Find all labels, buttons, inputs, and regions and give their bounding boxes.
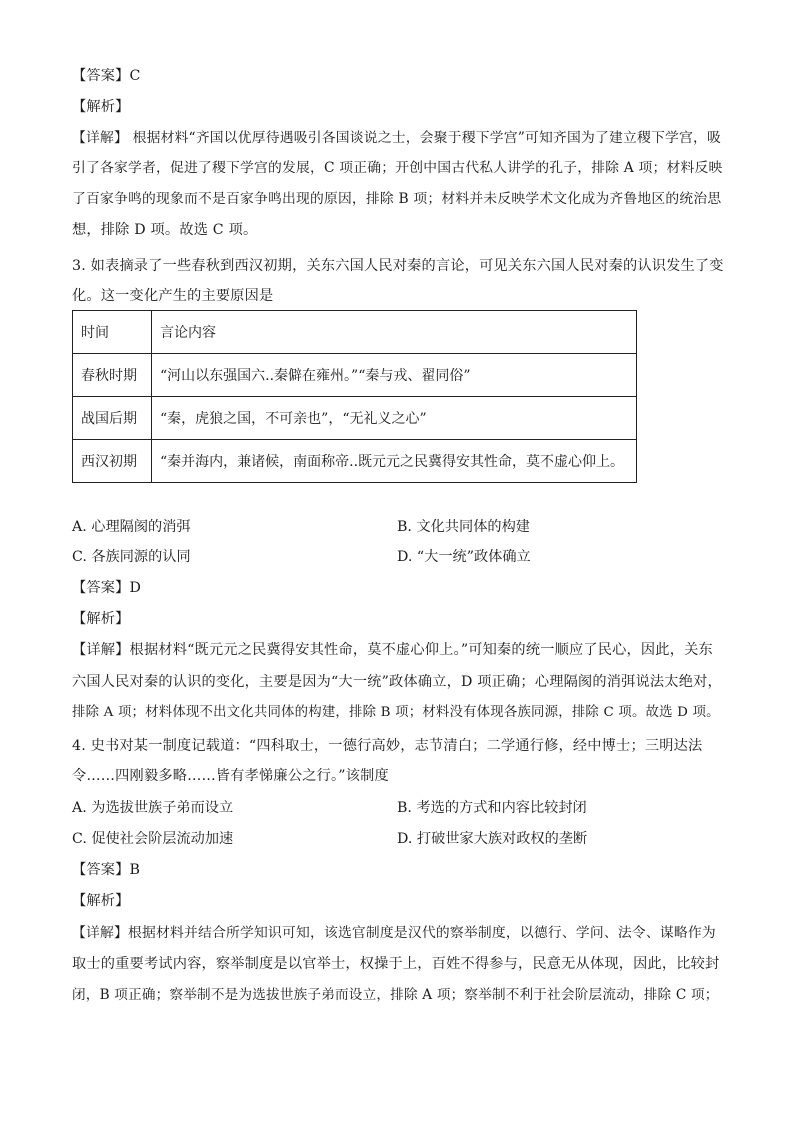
table-cell-quote: “秦，虎狼之国，不可亲也”，“无礼义之心” xyxy=(152,397,637,440)
source-table xyxy=(72,310,637,483)
table-cell-quote: “河山以东强国六..秦僻在雍州。”“秦与戎、翟同俗” xyxy=(152,354,637,397)
table-header-cell: 言论内容 xyxy=(152,311,637,354)
table-row xyxy=(73,440,637,483)
table-cell-period: 春秋时期 xyxy=(73,354,152,397)
detail-line: 六国人民对秦的认识的变化，主要是因为“大一统”政体确立，D 项正确；心理隔阂的消弭说法太绝对， xyxy=(72,674,722,690)
option-a: A. 为选拔世族子弟而设立 xyxy=(72,800,234,816)
option-a: A. 心理隔阂的消弭 xyxy=(72,519,191,535)
detail-line: 排除 A 项；材料体现不出文化共同体的构建，排除 B 项；材料没有体现各族同源，排除 C 项。故选 D 项。 xyxy=(72,705,720,720)
analysis-label: 【解析】 xyxy=(72,611,130,627)
detail-line: 【详解】 根据材料“齐国以优厚待遇吸引各国谈说之士，会聚于稷下学宫”可知齐国为了建立稷下学宫，吸 xyxy=(72,130,721,146)
analysis-label: 【解析】 xyxy=(72,893,130,909)
table-cell-period: 战国后期 xyxy=(73,397,152,440)
option-b: B. 考选的方式和内容比较封闭 xyxy=(397,800,587,816)
table-row xyxy=(73,354,637,397)
detail-line: 了百家争鸣的现象而不是百家争鸣出现的原因，排除 B 项；材料并未反映学术文化成为齐鲁地区的统治思 xyxy=(72,191,722,207)
answer-label: 【答案】D xyxy=(72,580,142,596)
question-stem: 3. 如表摘录了一些春秋到西汉初期，关东六国人民对秦的言论，可见关东六国人民对秦的认识发生了变 xyxy=(72,258,724,274)
question-stem: 4. 史书对某一制度记载道：“四科取士，一德行高妙，志节清白；二学通行修，经中博士；三明达法 xyxy=(72,738,703,754)
table-header-row xyxy=(73,311,637,354)
table-cell-period: 西汉初期 xyxy=(73,440,152,483)
table-cell-quote: “秦并海内，兼诸候，南面称帝..既元元之民冀得安其性命，莫不虚心仰上。 xyxy=(152,440,637,483)
detail-line: 闭，B 项正确；察举制不是为选拔世族子弟而设立，排除 A 项；察举制不利于社会阶层流动，排除 C 项； xyxy=(72,987,719,1003)
analysis-label: 【解析】 xyxy=(72,99,130,115)
detail-line: 引了各家学者，促进了稷下学宫的发展，C 项正确；开创中国古代私人讲学的孔子，排除 A 项；材料反映 xyxy=(72,160,723,176)
option-d: D. “大一统”政体确立 xyxy=(397,549,531,565)
option-c: C. 各族同源的认同 xyxy=(72,549,191,565)
question-stem: 化。这一变化产生的主要原因是 xyxy=(72,288,274,304)
option-c: C. 促使社会阶层流动加速 xyxy=(72,831,234,847)
option-d: D. 打破世家大族对政权的垄断 xyxy=(397,831,588,847)
option-b: B. 文化共同体的构建 xyxy=(397,519,530,535)
table-header-cell: 时间 xyxy=(73,311,152,354)
answer-label: 【答案】B xyxy=(72,862,141,878)
table-row xyxy=(73,397,637,440)
detail-line: 【详解】根据材料并结合所学知识可知，该选官制度是汉代的察举制度，以德行、学问、法令、谋略作为 xyxy=(72,925,716,941)
answer-label: 【答案】C xyxy=(72,68,141,84)
detail-line: 想，排除 D 项。故选 C 项。 xyxy=(72,222,258,238)
detail-line: 取士的重要考试内容，察举制度是以官举士，权操于上，百姓不得参与，民意无从体现，因此，比较封 xyxy=(72,956,720,972)
question-stem: 令……四刚毅多略……皆有孝悌廉公之行。”该制度 xyxy=(72,768,389,784)
detail-line: 【详解】根据材料“既元元之民冀得安其性命，莫不虚心仰上。”可知秦的统一顺应了民心，因此，关东 xyxy=(72,642,713,658)
